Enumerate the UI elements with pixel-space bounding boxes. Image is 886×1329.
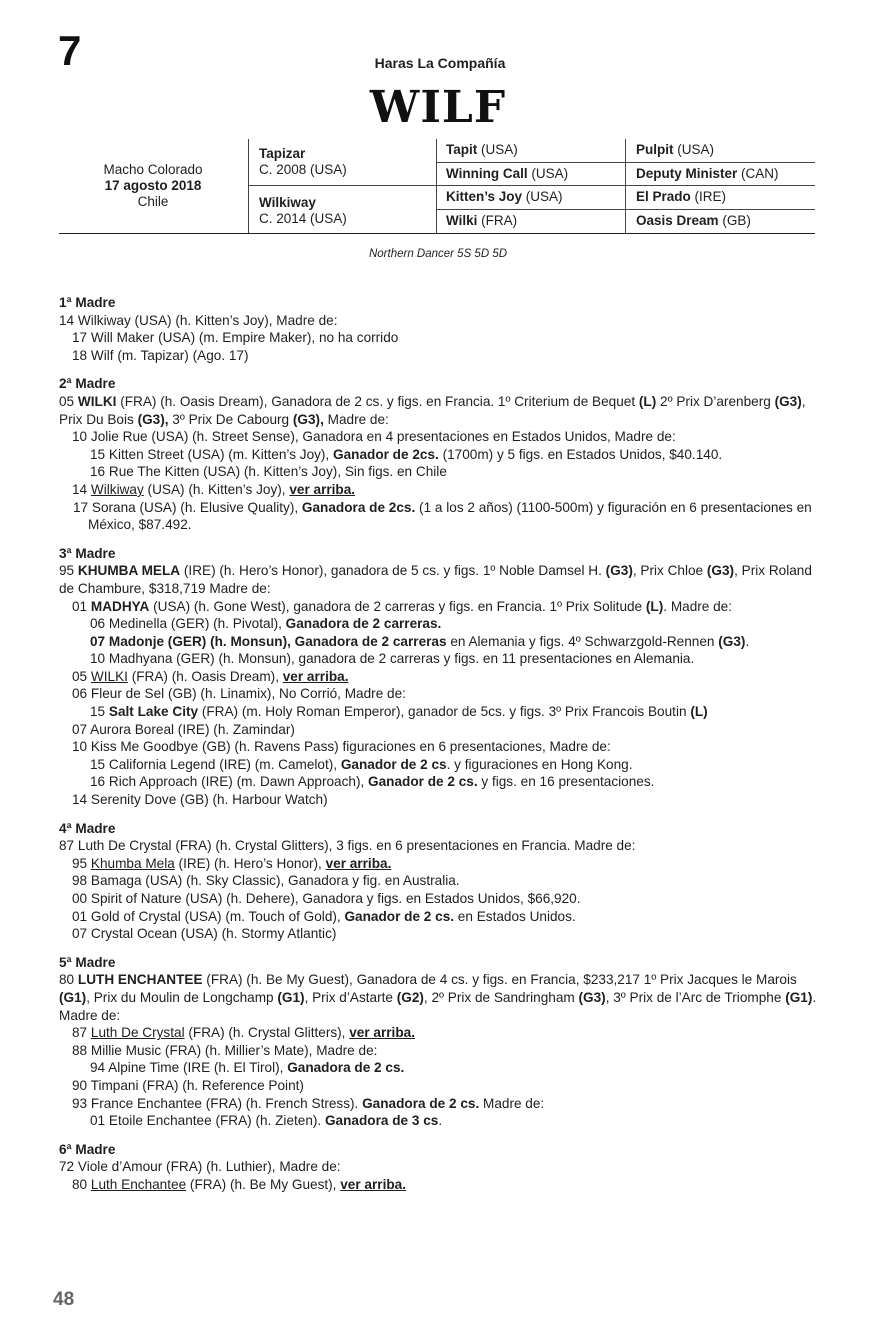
country: Chile bbox=[137, 193, 169, 209]
list-item: 87 Luth De Crystal (FRA) (h. Crystal Glitters), ver arriba. bbox=[72, 1025, 415, 1041]
section-title: 1ª Madre bbox=[59, 295, 116, 310]
list-item: 16 Rich Approach (IRE) (m. Dawn Approach), Ganador de 2 cs. y figs. en 16 presentaciones. bbox=[90, 774, 655, 790]
list-item: 14 Wilkiway (USA) (h. Kitten’s Joy), Madre de: bbox=[59, 312, 338, 328]
grandparent: Wilki (FRA) bbox=[446, 212, 518, 228]
list-item: 07 Madonje (GER) (h. Monsun), Ganadora de 2 carreras en Alemania y figs. 4º Schwarzgold-Rennen (G3). bbox=[90, 633, 750, 649]
list-item: 72 Viole d’Amour (FRA) (h. Luthier), Madre de: bbox=[59, 1159, 341, 1175]
list-item: 10 Jolie Rue (USA) (h. Street Sense), Ganadora en 4 presentaciones en Estados Unidos, Madre de: bbox=[72, 429, 676, 445]
list-item: 88 Millie Music (FRA) (h. Millier’s Mate), Madre de: bbox=[72, 1042, 378, 1058]
sex-color: Macho Colorado bbox=[103, 162, 203, 178]
list-item: 90 Timpani (FRA) (h. Reference Point) bbox=[72, 1077, 304, 1093]
great-grandparent: Deputy Minister (CAN) bbox=[626, 163, 815, 187]
list-item: 16 Rue The Kitten (USA) (h. Kitten’s Joy), Sin figs. en Chile bbox=[90, 464, 447, 480]
list-item: 10 Madhyana (GER) (h. Monsun), ganadora de 2 carreras y figs. en 11 presentaciones en Alemania. bbox=[90, 651, 695, 667]
list-item: 18 Wilf (m. Tapizar) (Ago. 17) bbox=[72, 347, 249, 363]
section-title: 4ª Madre bbox=[59, 820, 116, 836]
list-item: 05 WILKI (FRA) (h. Oasis Dream), ver arriba. bbox=[72, 668, 349, 684]
section-title: 3ª Madre bbox=[59, 545, 116, 561]
section-1st-dam bbox=[59, 294, 819, 364]
grandparents-column bbox=[436, 139, 626, 233]
see-above-link[interactable]: ver arriba. bbox=[282, 668, 349, 684]
section-title: 2ª Madre bbox=[59, 376, 116, 392]
list-item: 80 LUTH ENCHANTEE (FRA) (h. Be My Guest), Ganadora de 4 cs. y figs. en Francia, $233,217 1º Prix Jacques le Marois (G1), Prix du Moulin de Longchamp (G1), Prix d’Astarte (G2), 2º Prix de Sandringham (G3), 3º Prix de l’Arc de Triomphe (G1). Madre de: bbox=[59, 972, 817, 1023]
list-item: 01 MADHYA (USA) (h. Gone West), ganadora de 2 carreras y figs. en Francia. 1º Prix Solitude (L). Madre de: bbox=[72, 598, 733, 614]
list-item: 98 Bamaga (USA) (h. Sky Classic), Ganadora y fig. en Australia. bbox=[72, 873, 460, 889]
page-number: 48 bbox=[53, 1289, 75, 1310]
list-item: 17 Sorana (USA) (h. Elusive Quality), Ganadora de 2cs. (1 a los 2 años) (1100-500m) y figuración en 6 presentaciones en México, $87.492. bbox=[73, 499, 812, 533]
sire bbox=[259, 146, 347, 178]
see-above-link[interactable]: ver arriba. bbox=[349, 1025, 415, 1041]
list-item: 15 California Legend (IRE) (m. Camelot), Ganador de 2 cs. y figuraciones en Hong Kong. bbox=[90, 756, 633, 772]
parents-divider bbox=[249, 185, 436, 186]
section-6th-dam bbox=[59, 1141, 819, 1194]
dam-info: C. 2014 (USA) bbox=[259, 210, 347, 226]
list-item: 14 Serenity Dove (GB) (h. Harbour Watch) bbox=[72, 792, 328, 808]
list-item: 87 Luth De Crystal (FRA) (h. Crystal Glitters), 3 figs. en 6 presentaciones en Francia. Madre de: bbox=[59, 838, 636, 854]
list-item: 93 France Enchantee (FRA) (h. French Stress). Ganadora de 2 cs. Madre de: bbox=[72, 1095, 545, 1111]
lot-number: 7 bbox=[58, 27, 82, 74]
sire-info: C. 2008 (USA) bbox=[259, 161, 347, 177]
list-item: 00 Spirit of Nature (USA) (h. Dehere), Ganadora y figs. en Estados Unidos, $66,920. bbox=[72, 891, 581, 906]
list-item: 14 Wilkiway (USA) (h. Kitten’s Joy), ver arriba. bbox=[72, 481, 356, 497]
list-item: 01 Gold of Crystal (USA) (m. Touch of Gold), Ganador de 2 cs. en Estados Unidos. bbox=[72, 908, 576, 924]
stud-name: Haras La Compañía bbox=[374, 55, 506, 71]
inbreeding-note: Northern Dancer 5S 5D 5D bbox=[368, 248, 508, 260]
list-item: 07 Crystal Ocean (USA) (h. Stormy Atlantic) bbox=[72, 926, 337, 942]
list-item: 95 KHUMBA MELA (IRE) (h. Hero’s Honor), ganadora de 5 cs. y figs. 1º Noble Damsel H. (G3), Prix Chloe (G3), Prix Roland de Chambure, $318,719 Madre de: bbox=[59, 563, 812, 596]
list-item: 15 Salt Lake City (FRA) (m. Holy Roman Emperor), ganador de 5cs. y figs. 3º Prix Francois Boutin (L) bbox=[90, 704, 708, 720]
pedigree-table bbox=[59, 139, 815, 234]
great-grandparent: Pulpit (USA) bbox=[626, 139, 815, 163]
see-above-link[interactable]: ver arriba. bbox=[289, 481, 356, 497]
grandparent: Tapit (USA) bbox=[436, 139, 625, 163]
parents-column bbox=[248, 139, 437, 233]
section-3rd-dam bbox=[59, 545, 819, 809]
great-grandparent: El Prado (IRE) bbox=[626, 186, 815, 210]
list-item: 10 Kiss Me Goodbye (GB) (h. Ravens Pass) figuraciones en 6 presentaciones, Madre de: bbox=[72, 739, 611, 755]
list-item: 80 Luth Enchantee (FRA) (h. Be My Guest), ver arriba. bbox=[72, 1176, 406, 1192]
list-item: 01 Etoile Enchantee (FRA) (h. Zieten). Ganadora de 3 cs. bbox=[90, 1113, 443, 1129]
list-item: 07 Aurora Boreal (IRE) (h. Zamindar) bbox=[72, 721, 295, 737]
horse-info bbox=[59, 139, 247, 233]
list-item: 94 Alpine Time (IRE (h. El Tirol), Ganadora de 2 cs. bbox=[90, 1060, 405, 1076]
family-content bbox=[59, 294, 819, 1205]
dam-name: Wilkiway bbox=[259, 195, 316, 210]
section-2nd-dam bbox=[59, 375, 819, 533]
see-above-link[interactable]: ver arriba. bbox=[325, 855, 392, 871]
dam bbox=[259, 195, 347, 227]
horse-name: WILF bbox=[369, 82, 507, 133]
section-title: 6ª Madre bbox=[59, 1141, 116, 1157]
list-item: 15 Kitten Street (USA) (m. Kitten’s Joy), Ganador de 2cs. (1700m) y 5 figs. en Estados Unidos, $40.140. bbox=[90, 446, 723, 462]
section-5th-dam bbox=[59, 954, 819, 1130]
grandparent: Kitten’s Joy (USA) bbox=[436, 186, 625, 210]
list-item: 17 Will Maker (USA) (m. Empire Maker), no ha corrido bbox=[72, 330, 399, 346]
see-above-link[interactable]: ver arriba. bbox=[340, 1176, 406, 1192]
list-item: 06 Medinella (GER) (h. Pivotal), Ganadora de 2 carreras. bbox=[90, 616, 442, 632]
list-item: 05 WILKI (FRA) (h. Oasis Dream), Ganadora de 2 cs. y figs. en Francia. 1º Criterium de Bequet (L) 2º Prix D’arenberg (G3), Prix Du Bois (G3), 3º Prix De Cabourg (G3), Madre de: bbox=[59, 393, 806, 427]
section-title: 5ª Madre bbox=[59, 954, 116, 970]
list-item: 95 Khumba Mela (IRE) (h. Hero’s Honor), ver arriba. bbox=[72, 855, 392, 871]
great-grandparents-column bbox=[626, 139, 815, 233]
section-4th-dam bbox=[59, 820, 819, 943]
birth-date: 17 agosto 2018 bbox=[104, 178, 202, 194]
list-item: 06 Fleur de Sel (GB) (h. Linamix), No Corrió, Madre de: bbox=[72, 686, 406, 702]
great-grandparent: Oasis Dream (GB) bbox=[636, 212, 751, 228]
grandparent: Winning Call (USA) bbox=[436, 163, 625, 187]
sire-name: Tapizar bbox=[259, 146, 306, 161]
